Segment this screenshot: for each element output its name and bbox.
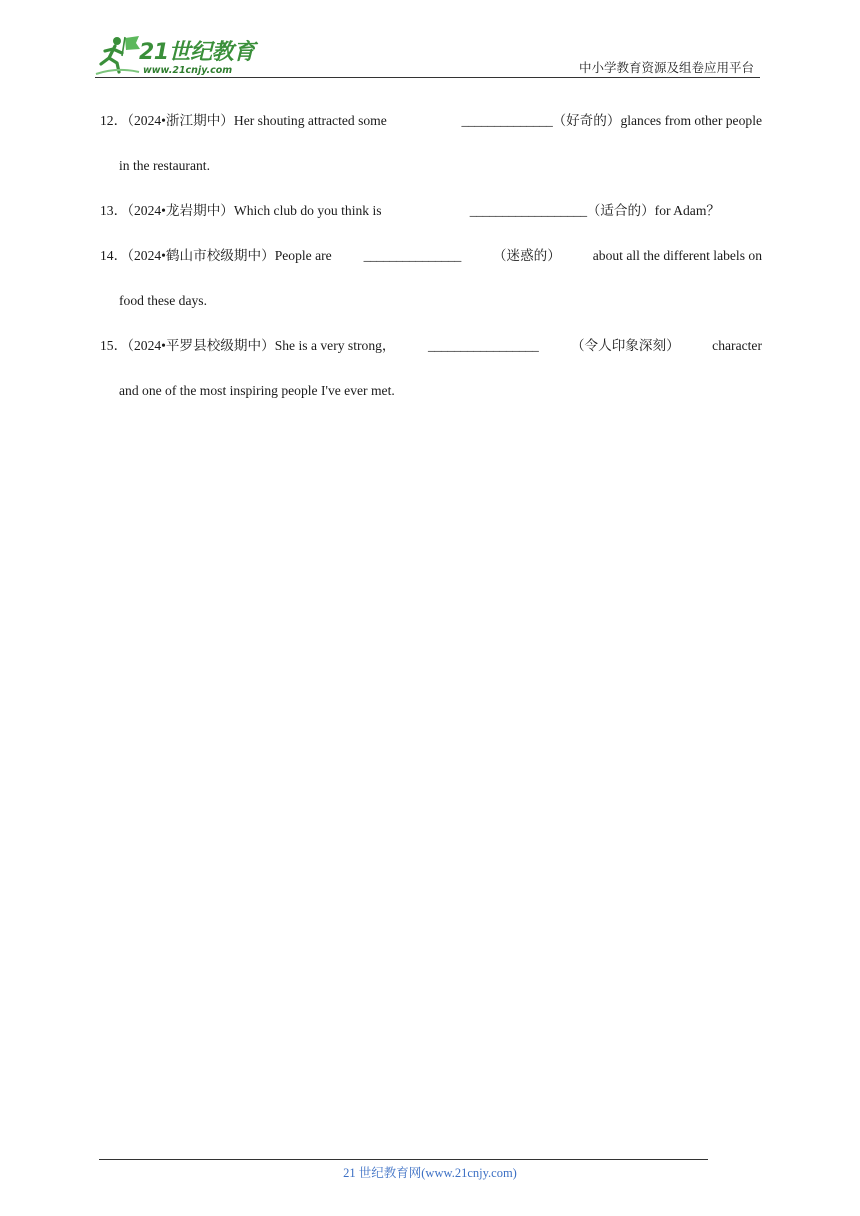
question-text-after: character [712,338,762,353]
question-14 [100,247,762,265]
question-continuation: in the restaurant. [119,158,210,173]
question-text: Her shouting attracted some [233,113,387,128]
question-continuation: and one of the most inspiring people I've ever met. [119,383,395,398]
question-source: （2024•平罗县校级期中） [127,338,275,353]
question-number: 12． [100,113,128,128]
footer-divider [99,1159,708,1160]
question-source: （2024•龙岩期中） [127,203,234,218]
answer-blank[interactable]: _______________ [363,248,462,263]
answer-blank[interactable]: _________________ [428,338,539,353]
question-text: She is a very strong， [274,338,396,353]
question-15 [100,337,762,355]
question-text: People are [274,248,332,263]
runner-logo-icon [95,34,141,78]
header-tagline: 中小学教育资源及组卷应用平台 [578,61,754,75]
chinese-hint: （令人印象深刻） [570,338,680,353]
header-divider [95,77,760,78]
site-logo[interactable] [95,34,265,78]
question-number: 13． [100,203,128,218]
question-number: 15． [100,338,128,353]
chinese-hint: （迷惑的） [492,248,561,263]
question-12 [100,112,762,130]
logo-url: www.21cnjy.com [143,65,233,76]
question-number: 14． [100,248,128,263]
answer-blank[interactable]: ______________ [461,113,553,128]
question-text-after: about all the different labels on [592,248,762,263]
question-source: （2024•浙江期中） [127,113,234,128]
logo-wordmark: 21世纪教育 [139,40,255,65]
chinese-hint: （好奇的） [552,113,621,128]
chinese-hint: （适合的） [586,203,655,218]
question-text-after: for Adam？ [654,203,720,218]
question-continuation: food these days. [119,293,207,308]
footer-link[interactable]: 21 世纪教育网(www.21cnjy.com) [343,1166,517,1180]
question-source: （2024•鹤山市校级期中） [127,248,275,263]
question-13 [100,202,720,220]
question-text: Which club do you think is [233,203,382,218]
question-text-after: glances from other people [620,113,762,128]
page-header [95,30,760,78]
answer-blank[interactable]: __________________ [469,203,587,218]
